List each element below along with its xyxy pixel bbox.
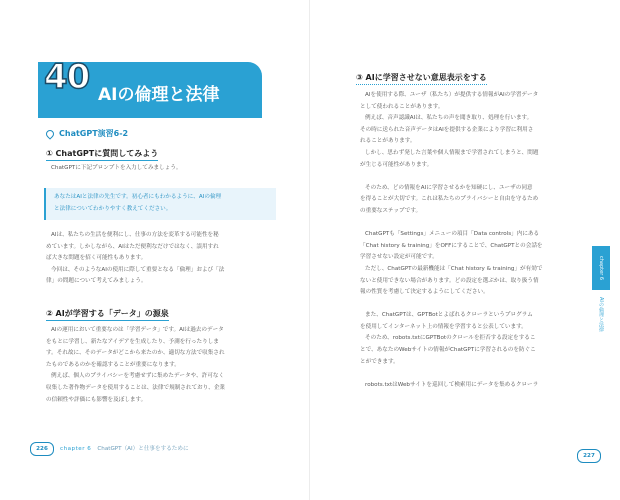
body-line: ChatGPTも「Settings」メニューの項目「Data controls」内にある [365, 231, 540, 238]
right-page [310, 0, 620, 500]
body-line: 収集した著作物データを使用することは、法律で規制されており、企業 [46, 384, 226, 391]
body-line: 例えば、音声認識AIは、私たちの声を聞き取り、処理を行います。 [365, 115, 533, 122]
body-line: 例えば、個人のプライバシーを考慮せずに集めたデータや、許可なく [51, 373, 225, 380]
body-line: ないと使用できない場合があります。どの設定を選ぶかは、取り扱う情 [360, 277, 539, 284]
section3-heading: ③ AIに学習させない意思表示をする [356, 72, 487, 85]
body-spacer [360, 368, 588, 380]
body-line: 「Chat history & training」をOFFにすることで、ChatGPTとの会話を [360, 242, 543, 249]
body-line: 報の性質を考慮して決定するようにしてください。 [360, 289, 489, 296]
exercise-label [46, 128, 128, 139]
body-line: robots.txtはWebサイトを巡回して検索用にデータを集めるクローラ [365, 381, 539, 388]
body-line: そのため、robots.txtにGPTBotのクロールを拒否する設定をするこ [365, 335, 536, 342]
section2-body [46, 325, 282, 406]
exercise-text: ChatGPT演習6-2 [59, 129, 129, 138]
right-footer [577, 442, 607, 463]
body-line: として使われることがあります。 [360, 103, 444, 110]
body-line: ば大きな問題を招く可能性もあります。 [46, 255, 147, 262]
prompt-line: あなたはAIと法律の先生です。初心者にもわかるように、AIの倫理 [54, 194, 222, 200]
section1-heading: ① ChatGPTに質問してみよう [46, 148, 158, 161]
body-spacer [360, 299, 588, 311]
page-number-right: 227 [577, 449, 601, 463]
body-spacer [360, 171, 588, 183]
left-footer [30, 442, 189, 456]
prompt-box [44, 188, 276, 220]
body-line: の重要なステップです。 [360, 207, 422, 214]
section1-body [46, 230, 282, 288]
prompt-text [54, 191, 268, 215]
chapter-title: AIの倫理と法律 [98, 85, 220, 105]
prompt-line: と法律についてわかりやすく教えてください。 [54, 206, 172, 212]
body-line: しかし、思わず発した言葉や個人情報まで学習されてしまうと、問題 [365, 149, 539, 156]
side-tab-title: AIの倫理と法律 [598, 296, 604, 332]
body-line: また、ChatGPTは、GPTBotとよばれるクローラというプログラム [365, 312, 533, 319]
page-number-left: 226 [30, 442, 54, 456]
body-line: を得ることが大切です。これは私たちのプライバシーと自由を守るため [360, 196, 539, 203]
body-line: とができます。 [360, 358, 399, 365]
side-tab-chapter: chapter 6 [592, 246, 610, 290]
body-line: れることがあります。 [360, 138, 416, 145]
body-line: とで、あなたのWebサイトの情報がChatGPTに学習されるのを防ぐこ [360, 347, 536, 354]
body-line: が生じる可能性があります。 [360, 161, 433, 168]
body-line: す。それ故に、そのデータがどこから来たのか、適切な方法で収集され [46, 350, 225, 357]
chapter-number: 40 [44, 57, 90, 97]
body-line: AIの運用において重要なのは「学習データ」です。AIは過去のデータ [51, 327, 224, 333]
body-line: AIは、私たちの生活を便利にし、仕事の方法を変革する可能性を秘 [51, 232, 219, 238]
footer-title: ChatGPT（AI）と仕事をするために [97, 446, 189, 452]
body-line: の信頼性や評価にも影響を及ぼします。 [46, 396, 147, 403]
side-tab [592, 246, 610, 336]
body-line: 今回は、そのようなAIの使用に際して重要となる「倫理」および「法 [51, 266, 225, 273]
body-line: AIを使用する際、ユーザ（私たち）が提供する情報がAIの学習データ [365, 92, 539, 98]
body-line: を使用してインターネット上の情報を学習すると公表しています。 [360, 323, 527, 330]
section2-heading: ② AIが学習する「データ」の源泉 [46, 308, 169, 321]
section1-intro: ChatGPTに下記プロンプトを入力してみましょう。 [51, 165, 182, 171]
body-line: 学習させない設定が可能です。 [360, 254, 438, 261]
section3-body [360, 90, 588, 391]
body-line: その時に送られた音声データはAIを提供する企業により学習に利用さ [360, 126, 534, 133]
body-line: たものであるのかを確認することが重要になります。 [46, 361, 180, 368]
body-spacer [360, 218, 588, 230]
body-line: ただし、ChatGPTの最新機能は「Chat history & training」が有効で [365, 265, 543, 272]
body-line: 律」の問題について考えてみましょう。 [46, 278, 147, 285]
location-pin-icon [44, 128, 55, 139]
body-line: めています。しかしながら、AIはただ便利なだけではなく、誤用すれ [46, 243, 219, 250]
footer-chapter: chapter 6 [60, 446, 92, 452]
body-line: そのため、どの情報をAIに学習させるかを知硬にし、ユーザの同意 [365, 184, 533, 191]
body-line: をもとに学習し、新たなアイデアを生成したり、予測を行ったりしま [46, 338, 219, 345]
